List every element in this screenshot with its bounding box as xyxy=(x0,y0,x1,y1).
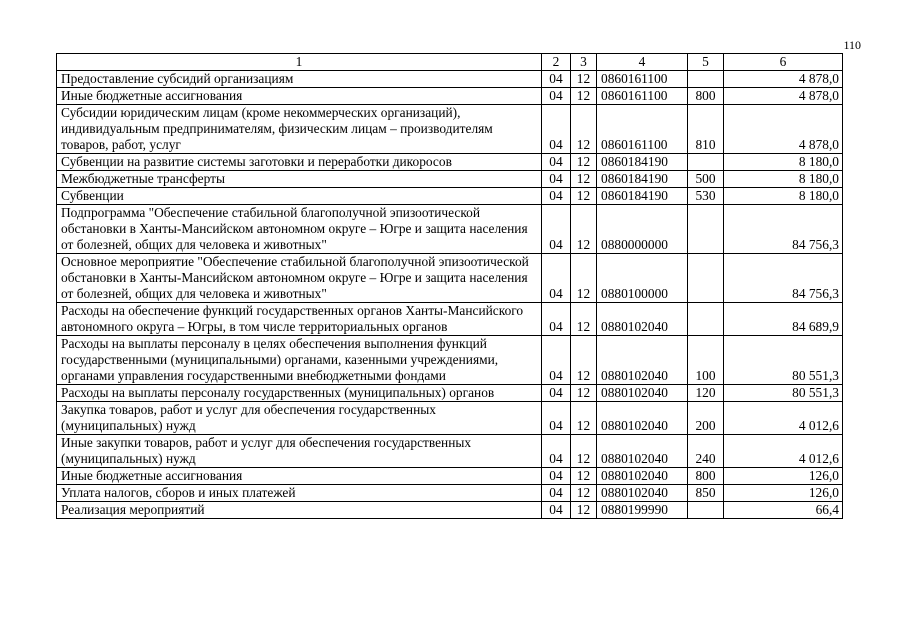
row-section: 04 xyxy=(542,188,571,205)
row-subsection: 12 xyxy=(571,303,597,336)
row-section: 04 xyxy=(542,485,571,502)
row-subsection: 12 xyxy=(571,435,597,468)
row-name: Расходы на выплаты персоналу государственных (муниципальных) органов xyxy=(57,385,542,402)
table-row xyxy=(57,71,843,88)
table-row xyxy=(57,468,843,485)
row-amount: 84 756,3 xyxy=(724,205,843,254)
table-row xyxy=(57,336,843,385)
header-col-1: 1 xyxy=(57,54,542,71)
header-col-2: 2 xyxy=(542,54,571,71)
row-subsection: 12 xyxy=(571,188,597,205)
row-expense-type xyxy=(688,303,724,336)
row-name: Субсидии юридическим лицам (кроме некоммерческих организаций), индивидуальным предпринимателям, физическим лицам – производителям товаров, работ, услуг xyxy=(57,105,542,154)
table-row xyxy=(57,303,843,336)
row-target-code: 0860184190 xyxy=(597,154,688,171)
table-row xyxy=(57,502,843,519)
table-row xyxy=(57,105,843,154)
row-expense-type xyxy=(688,205,724,254)
table-row xyxy=(57,402,843,435)
row-subsection: 12 xyxy=(571,71,597,88)
table-row xyxy=(57,485,843,502)
row-name: Основное мероприятие "Обеспечение стабильной благополучной эпизоотической обстановки в Ханты-Мансийском автономном округе – Югре и защита населения от болезней, общих для человека и животных" xyxy=(57,254,542,303)
row-section: 04 xyxy=(542,154,571,171)
row-name: Реализация мероприятий xyxy=(57,502,542,519)
table-row xyxy=(57,154,843,171)
row-amount: 4 878,0 xyxy=(724,71,843,88)
row-target-code: 0860161100 xyxy=(597,71,688,88)
row-target-code: 0860161100 xyxy=(597,105,688,154)
table-row xyxy=(57,254,843,303)
header-row xyxy=(57,54,843,71)
row-subsection: 12 xyxy=(571,402,597,435)
row-name: Уплата налогов, сборов и иных платежей xyxy=(57,485,542,502)
row-amount: 126,0 xyxy=(724,485,843,502)
row-subsection: 12 xyxy=(571,485,597,502)
row-section: 04 xyxy=(542,254,571,303)
row-subsection: 12 xyxy=(571,336,597,385)
row-target-code: 0880102040 xyxy=(597,485,688,502)
row-amount: 80 551,3 xyxy=(724,336,843,385)
table-row xyxy=(57,435,843,468)
row-expense-type: 240 xyxy=(688,435,724,468)
table-row xyxy=(57,171,843,188)
row-amount: 4 012,6 xyxy=(724,435,843,468)
row-amount: 126,0 xyxy=(724,468,843,485)
table-row xyxy=(57,205,843,254)
table-row xyxy=(57,88,843,105)
row-subsection: 12 xyxy=(571,385,597,402)
row-target-code: 0860161100 xyxy=(597,88,688,105)
row-amount: 80 551,3 xyxy=(724,385,843,402)
row-subsection: 12 xyxy=(571,205,597,254)
row-name: Закупка товаров, работ и услуг для обеспечения государственных (муниципальных) нужд xyxy=(57,402,542,435)
row-target-code: 0880102040 xyxy=(597,468,688,485)
row-section: 04 xyxy=(542,385,571,402)
row-expense-type: 530 xyxy=(688,188,724,205)
row-section: 04 xyxy=(542,205,571,254)
row-section: 04 xyxy=(542,105,571,154)
row-section: 04 xyxy=(542,435,571,468)
row-expense-type: 120 xyxy=(688,385,724,402)
row-amount: 84 756,3 xyxy=(724,254,843,303)
row-amount: 4 878,0 xyxy=(724,88,843,105)
header-col-4: 4 xyxy=(597,54,688,71)
header-col-5: 5 xyxy=(688,54,724,71)
row-target-code: 0880102040 xyxy=(597,435,688,468)
row-subsection: 12 xyxy=(571,88,597,105)
header-col-6: 6 xyxy=(724,54,843,71)
row-name: Субвенции xyxy=(57,188,542,205)
row-target-code: 0880102040 xyxy=(597,336,688,385)
row-section: 04 xyxy=(542,303,571,336)
row-subsection: 12 xyxy=(571,468,597,485)
row-subsection: 12 xyxy=(571,105,597,154)
row-target-code: 0880102040 xyxy=(597,402,688,435)
row-expense-type: 500 xyxy=(688,171,724,188)
row-subsection: 12 xyxy=(571,154,597,171)
row-expense-type: 810 xyxy=(688,105,724,154)
row-section: 04 xyxy=(542,468,571,485)
row-amount: 4 878,0 xyxy=(724,105,843,154)
row-name: Расходы на обеспечение функций государственных органов Ханты-Мансийского автономного округа – Югры, в том числе территориальных органов xyxy=(57,303,542,336)
row-subsection: 12 xyxy=(571,171,597,188)
row-name: Иные бюджетные ассигнования xyxy=(57,468,542,485)
row-expense-type xyxy=(688,254,724,303)
row-expense-type: 800 xyxy=(688,88,724,105)
row-name: Расходы на выплаты персоналу в целях обеспечения выполнения функций государственными (муниципальными) органами, казенными учреждениями, органами управления государственными внебюджетными фондами xyxy=(57,336,542,385)
row-target-code: 0880199990 xyxy=(597,502,688,519)
row-target-code: 0880000000 xyxy=(597,205,688,254)
row-name: Межбюджетные трансферты xyxy=(57,171,542,188)
row-amount: 8 180,0 xyxy=(724,154,843,171)
row-section: 04 xyxy=(542,171,571,188)
row-name: Предоставление субсидий организациям xyxy=(57,71,542,88)
row-subsection: 12 xyxy=(571,254,597,303)
budget-table xyxy=(56,53,843,519)
row-amount: 8 180,0 xyxy=(724,171,843,188)
row-name: Субвенции на развитие системы заготовки и переработки дикоросов xyxy=(57,154,542,171)
row-subsection: 12 xyxy=(571,502,597,519)
row-section: 04 xyxy=(542,402,571,435)
header-col-3: 3 xyxy=(571,54,597,71)
row-section: 04 xyxy=(542,88,571,105)
row-expense-type xyxy=(688,71,724,88)
row-amount: 4 012,6 xyxy=(724,402,843,435)
row-expense-type: 100 xyxy=(688,336,724,385)
row-expense-type: 200 xyxy=(688,402,724,435)
row-section: 04 xyxy=(542,502,571,519)
table-row xyxy=(57,385,843,402)
row-amount: 84 689,9 xyxy=(724,303,843,336)
row-name: Иные бюджетные ассигнования xyxy=(57,88,542,105)
row-section: 04 xyxy=(542,71,571,88)
row-expense-type: 800 xyxy=(688,468,724,485)
row-expense-type xyxy=(688,502,724,519)
row-target-code: 0860184190 xyxy=(597,171,688,188)
row-amount: 66,4 xyxy=(724,502,843,519)
page-number: 110 xyxy=(843,38,861,52)
row-name: Подпрограмма "Обеспечение стабильной благополучной эпизоотической обстановки в Ханты-Мансийском автономном округе – Югре и защита населения от болезней, общих для человека и животных" xyxy=(57,205,542,254)
row-target-code: 0880100000 xyxy=(597,254,688,303)
row-amount: 8 180,0 xyxy=(724,188,843,205)
row-target-code: 0880102040 xyxy=(597,303,688,336)
row-target-code: 0880102040 xyxy=(597,385,688,402)
table-row xyxy=(57,188,843,205)
row-expense-type: 850 xyxy=(688,485,724,502)
row-section: 04 xyxy=(542,336,571,385)
row-expense-type xyxy=(688,154,724,171)
row-target-code: 0860184190 xyxy=(597,188,688,205)
table-body xyxy=(57,71,843,519)
row-name: Иные закупки товаров, работ и услуг для обеспечения государственных (муниципальных) нужд xyxy=(57,435,542,468)
